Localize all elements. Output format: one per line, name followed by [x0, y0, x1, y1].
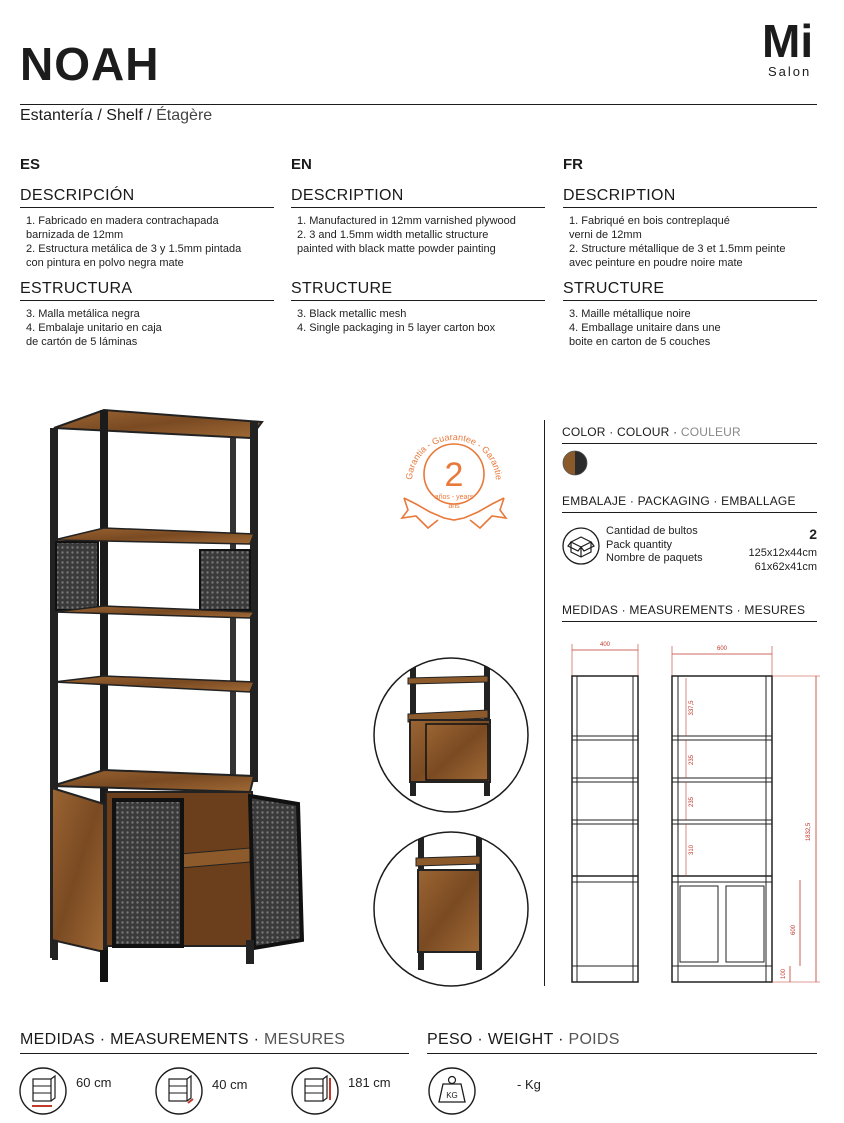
description-heading: DESCRIPTION [563, 187, 817, 208]
structure-heading: ESTRUCTURA [20, 280, 274, 301]
detail-photo-bottom [372, 830, 530, 988]
dim-h4: 310 [689, 844, 695, 856]
column-fr [563, 156, 817, 359]
pack-size-1: 125x12x44cm [748, 547, 817, 559]
pack-quantity: 2 [809, 526, 817, 542]
depth-value: 40 cm [212, 1077, 248, 1092]
description-text: 1. Fabricado en madera contrachapada barnizada de 12mm 2. Estructura metálica de 3 y 1.5mm pintada con pintura en polvo negra mate [26, 215, 242, 269]
guarantee-ans: ans [448, 503, 460, 510]
height-icon [290, 1066, 340, 1116]
pack-labels: Cantidad de bultos Pack quantity Nombre de paquets [606, 525, 703, 564]
structure-heading: STRUCTURE [563, 280, 817, 301]
lang-label: ES [20, 156, 41, 173]
width-icon [18, 1066, 68, 1116]
dim-h1: 337,5 [689, 700, 695, 716]
dim-h3: 235 [689, 796, 695, 808]
color-heading: COLOR · COLOUR · COULEUR [562, 425, 817, 444]
weight-value: - Kg [517, 1077, 541, 1092]
packaging-heading: EMBALAJE · PACKAGING · EMBALLAGE [562, 494, 817, 513]
dim-h2: 235 [689, 754, 695, 766]
dim-width-side: 400 [599, 642, 611, 648]
guarantee-arc-text: Garantia - Guarantee - Garantie [403, 431, 504, 481]
subtitle-es: Estantería [20, 107, 93, 124]
guarantee-badge [398, 420, 510, 540]
subtitle-sep: / [147, 107, 152, 124]
weight-kg-icon [427, 1066, 477, 1116]
dim-h-foot: 100 [781, 968, 787, 980]
lang-label: FR [563, 156, 583, 173]
description-heading: DESCRIPTION [291, 187, 545, 208]
structure-text: 3. Black metallic mesh 4. Single packaging in 5 layer carton box [297, 308, 496, 334]
lang-label: EN [291, 156, 312, 173]
detail-photo-top [372, 656, 530, 814]
guarantee-number: 2 [444, 456, 464, 494]
measurements-heading: MEDIDAS · MEASUREMENTS · MESURES [562, 603, 817, 622]
structure-heading: STRUCTURE [291, 280, 545, 301]
dim-h-base: 600 [791, 924, 797, 936]
description-heading: DESCRIPCIÓN [20, 187, 274, 208]
header-divider [20, 104, 817, 105]
product-title: NOAH [20, 38, 160, 90]
description-text: 1. Fabriqué en bois contreplaqué verni de 12mm 2. Structure métallique de 3 et 1.5mm peinte avec peinture en poudre noire mate [569, 215, 786, 269]
brand-logo [762, 15, 822, 88]
kg-label: KG [446, 1091, 458, 1100]
logo-mark: Mi [762, 15, 814, 67]
depth-icon [154, 1066, 204, 1116]
structure-text: 3. Malla metálica negra 4. Embalaje unitario en caja de cartón de 5 láminas [26, 308, 162, 348]
column-es [20, 156, 274, 359]
logo-word: Salon [768, 64, 812, 79]
technical-drawing [562, 636, 824, 998]
dim-width-front: 600 [716, 646, 728, 652]
description-text: 1. Manufactured in 12mm varnished plywood 2. 3 and 1.5mm width metallic structure painted with black matte powder painting [297, 215, 516, 255]
bottom-measurements-heading: MEDIDAS · MEASUREMENTS · MESURES [20, 1031, 409, 1054]
pack-size-2: 61x62x41cm [754, 560, 817, 573]
weight-heading: PESO · WEIGHT · POIDS [427, 1031, 817, 1054]
pack-values [720, 525, 817, 574]
color-swatch [562, 450, 588, 476]
subtitle-fr: Étagère [156, 107, 213, 124]
dim-h-total: 1832,5 [806, 822, 812, 842]
product-subtitle [20, 107, 212, 125]
subtitle-en: Shelf [106, 107, 143, 124]
height-value: 181 cm [348, 1075, 391, 1090]
width-value: 60 cm [76, 1075, 112, 1090]
column-en [291, 156, 545, 347]
package-box-icon [562, 527, 600, 565]
guarantee-years: años - years [434, 494, 474, 501]
column-divider [544, 420, 545, 986]
subtitle-sep: / [97, 107, 102, 124]
structure-text: 3. Maille métallique noire 4. Emballage unitaire dans une boite en carton de 5 couches [569, 308, 721, 348]
product-photo [40, 400, 320, 990]
